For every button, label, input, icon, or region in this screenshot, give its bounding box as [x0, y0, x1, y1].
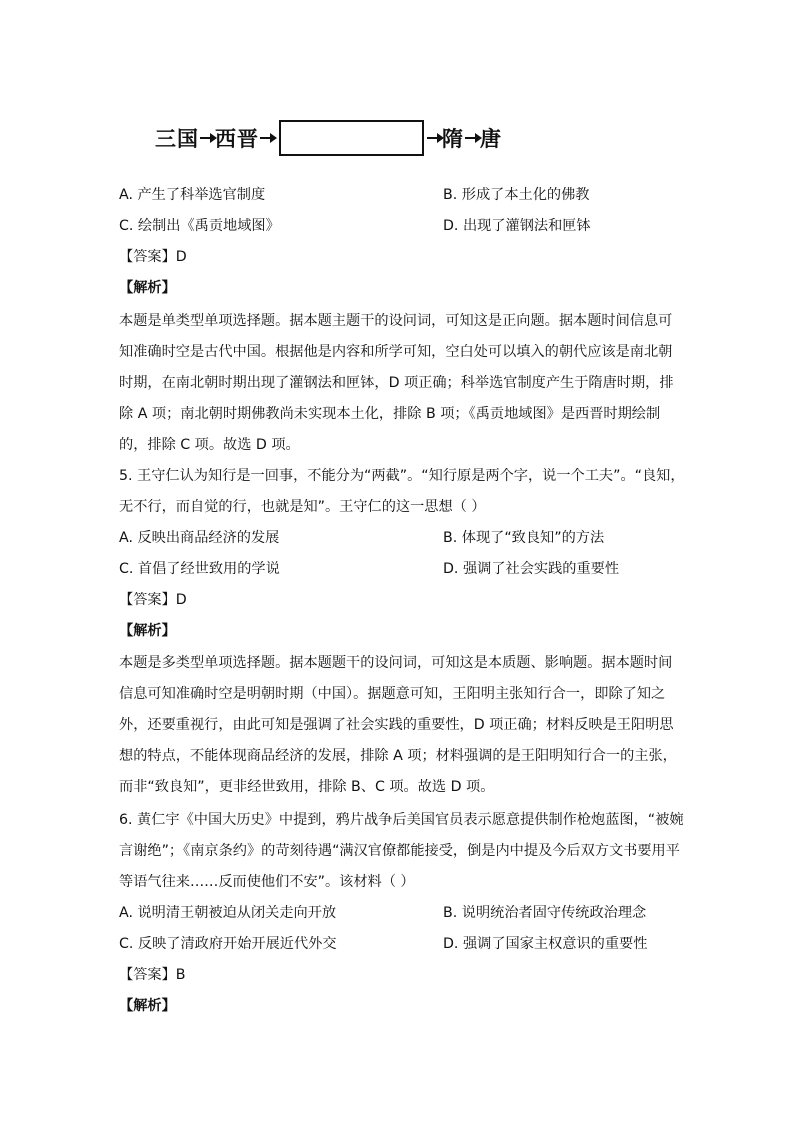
- q6-option-d: D. 强调了国家主权意识的重要性: [443, 936, 648, 952]
- q6-stem-line: 等语气往来……反而使他们不安”。该材料（ ）: [119, 874, 415, 890]
- q5-option-d: D. 强调了社会实践的重要性: [443, 561, 620, 577]
- q5-option-b: B. 体现了“致良知”的方法: [443, 530, 605, 546]
- q5-analysis-line: 本题是多类型单项选择题。据本题题干的设问词，可知这是本质题、影响题。据本题时间: [119, 655, 673, 671]
- q6-option-a: A. 说明清王朝被迫从闭关走向开放: [119, 905, 337, 921]
- timeline-item-sui: 隋: [442, 126, 464, 151]
- timeline-item-tang: 唐: [480, 126, 502, 151]
- q4-answer: 【答案】D: [119, 249, 187, 265]
- q6-stem-line: 言谢绝”；《南京条约》的苛刻待遇“满汉官僚都能接受，倒是内中提及今后双方文书要用平: [119, 843, 680, 859]
- timeline-blank-box: [279, 120, 424, 156]
- q6-answer: 【答案】B: [119, 967, 186, 983]
- timeline-item-three-kingdoms: 三国: [155, 126, 199, 151]
- q5-analysis-line: 外，还要重视行，由此可知是强调了社会实践的重要性，D 项正确；材料反映是王阳明思: [119, 717, 674, 733]
- q4-option-b: B. 形成了本土化的佛教: [443, 187, 590, 203]
- q5-answer: 【答案】D: [119, 592, 187, 608]
- q6-option-b: B. 说明统治者固守传统政治理念: [443, 905, 647, 921]
- q5-stem-line: 5. 王守仁认为知行是一回事，不能分为“两截”。“知行原是两个字，说一个工夫”。“良知，: [119, 468, 685, 484]
- q4-analysis-label: 【解析】: [119, 280, 176, 296]
- q5-analysis-line: 信息可知准确时空是明朝时期（中国）。据题意可知，王阳明主张知行合一，即除了知之: [119, 686, 666, 702]
- q6-option-c: C. 反映了清政府开始开展近代外交: [119, 936, 337, 952]
- q6-analysis-label: 【解析】: [119, 998, 176, 1014]
- q5-option-a: A. 反映出商品经济的发展: [119, 530, 280, 546]
- q5-stem-line: 无不行，而自觉的行，也就是知”。王守仁的这一思想（ ）: [119, 499, 486, 515]
- q4-analysis-line: 本题是单类型单项选择题。据本题主题干的设问词，可知这是正向题。据本题时间信息可: [119, 313, 673, 329]
- q4-option-d: D. 出现了灌钢法和匣钵: [443, 218, 591, 234]
- q6-stem-line: 6. 黄仁宇《中国大历史》中提到，鸦片战争后美国官员表示愿意提供制作枪炮蓝图，“被婉: [119, 812, 684, 828]
- q5-analysis-line: 而非“致良知”，更非经世致用，排除 B、C 项。故选 D 项。: [119, 779, 495, 795]
- q4-analysis-line: 知准确时空是古代中国。根据他是内容和所学可知，空白处可以填入的朝代应该是南北朝: [119, 344, 673, 360]
- q5-analysis-line: 想的特点，不能体现商品经济的发展，排除 A 项；材料强调的是王阳明知行合一的主张，: [119, 748, 677, 764]
- q4-analysis-line: 除 A 项；南北朝时期佛教尚未实现本土化，排除 B 项；《禹贡地域图》是西晋时期绘制: [119, 406, 661, 422]
- q4-option-a: A. 产生了科举选官制度: [119, 187, 266, 203]
- arrow-right-icon: [465, 137, 479, 139]
- arrow-right-icon: [427, 137, 441, 139]
- q5-analysis-label: 【解析】: [119, 623, 176, 639]
- arrow-right-icon: [200, 137, 214, 139]
- q4-analysis-line: 的，排除 C 项。故选 D 项。: [119, 437, 300, 453]
- dynasty-timeline: [155, 118, 502, 158]
- q4-option-c: C. 绘制出《禹贡地域图》: [119, 218, 280, 234]
- timeline-item-western-jin: 西晋: [215, 126, 259, 151]
- arrow-right-icon: [260, 137, 274, 139]
- q5-option-c: C. 首倡了经世致用的学说: [119, 561, 280, 577]
- q4-analysis-line: 时期，在南北朝时期出现了灌钢法和匣钵，D 项正确；科举选官制度产生于隋唐时期，排: [119, 375, 674, 391]
